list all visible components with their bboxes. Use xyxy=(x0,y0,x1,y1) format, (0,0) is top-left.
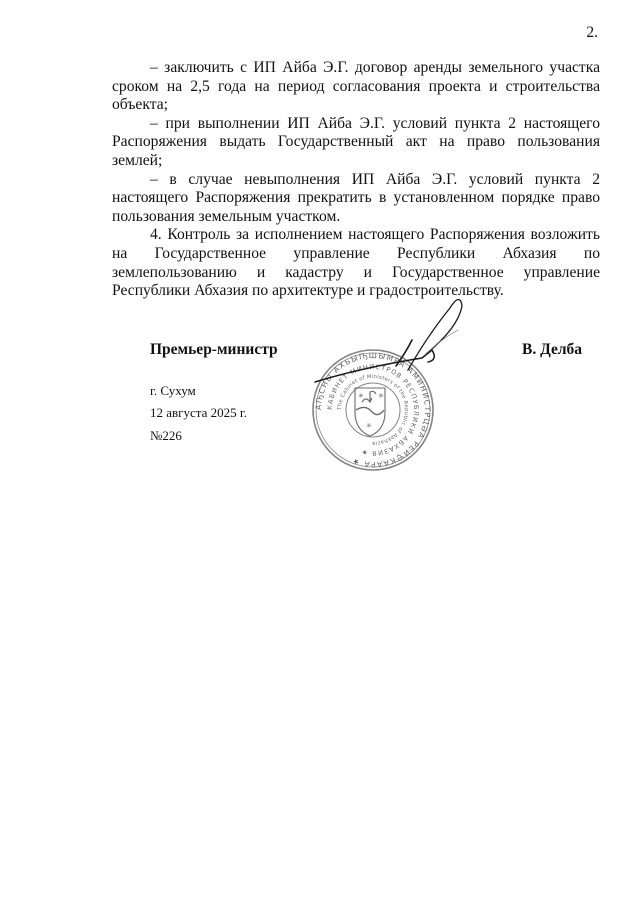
issue-place: г. Сухум xyxy=(150,383,196,398)
svg-text:✳: ✳ xyxy=(366,422,372,430)
paragraph-control: 4. Контроль за исполнением настоящего Распоряжения возложить на Государственное управление Республики Абхазия по землепользованию и кадастру и Государственное управление Республики Абхазия по архитектуре и градостроительству. xyxy=(112,226,600,300)
page-number: 2. xyxy=(586,24,598,41)
document-body xyxy=(112,59,600,301)
issue-date: 12 августа 2025 г. xyxy=(150,405,247,420)
svg-text:✳: ✳ xyxy=(358,392,364,400)
official-seal xyxy=(300,280,480,480)
svg-text:The Cabinet of Ministers of th: The Cabinet of Ministers of the Republic of Abkhazia xyxy=(336,373,410,447)
svg-text:КАБИНЕТ МИНИСТРОВ РЕСПУБЛИКИ А: КАБИНЕТ МИНИСТРОВ РЕСПУБЛИКИ АБХАЗИЯ ★ xyxy=(325,362,421,458)
svg-text:✳: ✳ xyxy=(378,392,384,400)
svg-text:АҦСНЫ АХЬЫҦШЫМРА АМИНИСТРЦӘА Р: АҦСНЫ АХЬЫҦШЫМРА АМИНИСТРЦӘА РЕИҾКААРА ★ xyxy=(313,350,433,470)
paragraph-termination: – в случае невыполнения ИП Айба Э.Г. условий пункта 2 настоящего Распоряжения прекратить в установленном порядке право пользования земельным участком. xyxy=(112,170,600,225)
signatory-name: В. Делба xyxy=(522,341,583,358)
seal-and-signature-icon xyxy=(300,280,480,480)
paragraph-lease-contract: – заключить с ИП Айба Э.Г. договор аренды земельного участка сроком на 2,5 года на период согласования проекта и строительства объекта; xyxy=(112,59,600,114)
paragraph-state-act: – при выполнении ИП Айба Э.Г. условий пункта 2 настоящего Распоряжения выдать Государственный акт на право пользования землей; xyxy=(112,114,600,169)
document-number: №226 xyxy=(150,428,182,443)
signatory-title: Премьер-министр xyxy=(150,341,278,358)
